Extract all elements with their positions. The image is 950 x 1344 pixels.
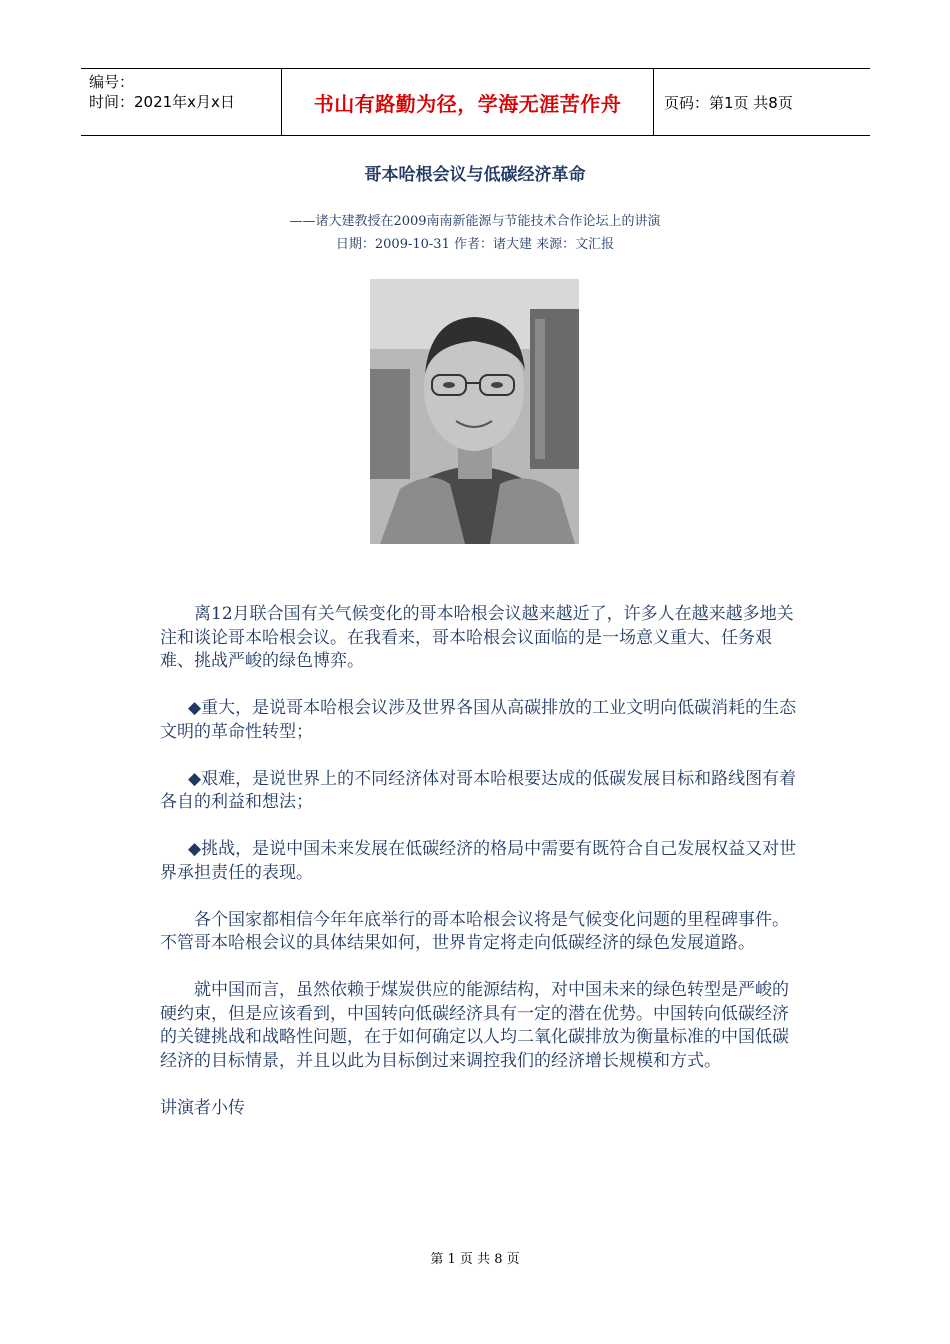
- time-label: 时间：2021年x月x日: [89, 93, 235, 111]
- header-table: [81, 68, 870, 136]
- portrait-illustration: [370, 279, 579, 544]
- page-footer: 第 1 页 共 8 页: [430, 1252, 520, 1267]
- article-subtitle: ——诸大建教授在2009南南新能源与节能技术合作论坛上的讲演: [289, 214, 661, 229]
- paragraph-china: 就中国而言，虽然依赖于煤炭供应的能源结构，对中国未来的绿色转型是严峻的硬约束，但是应该看到，中国转向低碳经济具有一定的潜在优势。中国转向低碳经济的关键挑战和战略性问题，在于如何确定以人均二氧化碳排放为衡量标准的中国低碳经济的目标情景，并且以此为目标倒过来调控我们的经济增长规模和方式。: [160, 980, 789, 1071]
- bullet-difficulty: ◆艰难，是说世界上的不同经济体对哥本哈根要达成的低碳发展目标和路线图有着各自的利益和想法；: [160, 768, 797, 812]
- page-info: 页码：第1页 共8页: [664, 93, 793, 112]
- number-label: 编号：: [89, 73, 135, 91]
- bullet-significance: ◆重大，是说哥本哈根会议涉及世界各国从高碳排放的工业文明向低碳消耗的生态文明的革命性转型；: [160, 698, 797, 742]
- article-meta: 日期：2009-10-31 作者：诸大建 来源：文汇报: [335, 237, 615, 252]
- section-heading-bio: 讲演者小传: [160, 1097, 245, 1118]
- author-photo: [370, 279, 579, 544]
- motto: 书山有路勤为径，学海无涯苦作舟: [281, 69, 654, 135]
- article-body: [160, 603, 800, 1120]
- bullet-challenge: ◆挑战，是说中国未来发展在低碳经济的格局中需要有既符合自己发展权益又对世界承担责任的表现。: [160, 839, 797, 883]
- paragraph-milestone: 各个国家都相信今年年底举行的哥本哈根会议将是气候变化问题的里程碑事件。不管哥本哈根会议的具体结果如何，世界肯定将走向低碳经济的绿色发展道路。: [160, 909, 789, 953]
- paragraph-intro: 离12月联合国有关气候变化的哥本哈根会议越来越近了，许多人在越来越多地关注和谈论哥本哈根会议。在我看来，哥本哈根会议面临的是一场意义重大、任务艰难、挑战严峻的绿色博弈。: [160, 604, 794, 671]
- header-left-cell: [81, 69, 281, 135]
- article-title: 哥本哈根会议与低碳经济革命: [364, 165, 586, 185]
